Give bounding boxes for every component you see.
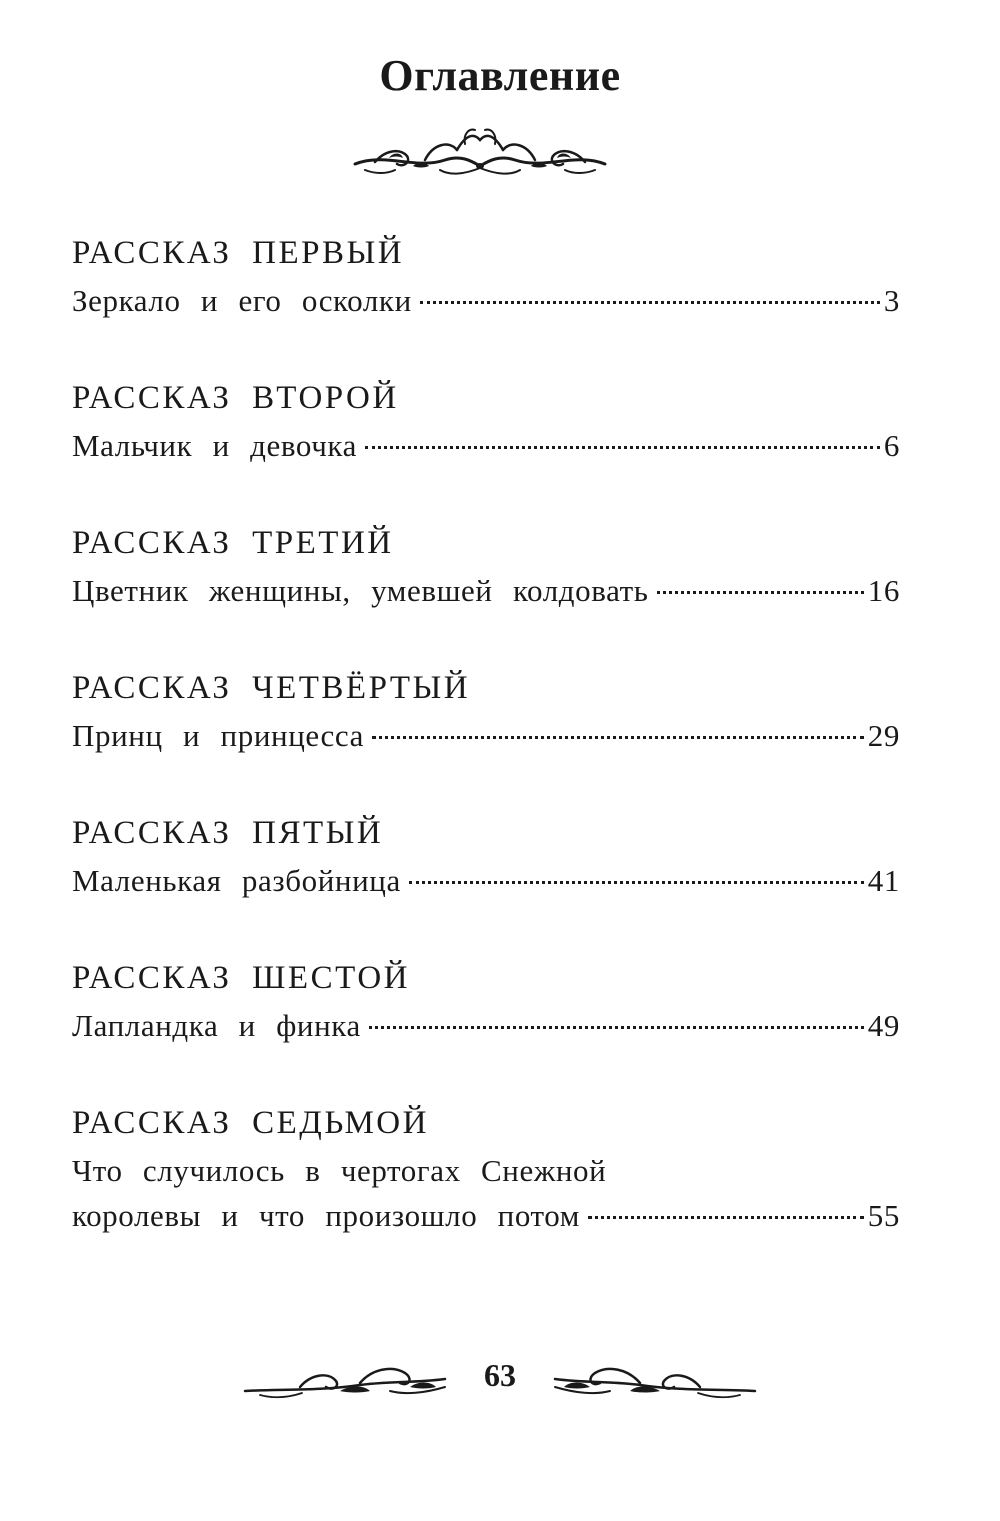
dot-leader bbox=[409, 881, 864, 884]
section-heading: РАССКАЗ ТРЕТИЙ bbox=[72, 525, 394, 561]
entry-title-line-2: королевы и что произошло потом bbox=[72, 1198, 581, 1233]
toc-entry[interactable] bbox=[72, 1148, 900, 1238]
entry-page-number: 29 bbox=[867, 718, 900, 753]
dot-leader bbox=[420, 301, 880, 304]
entry-page-number: 3 bbox=[883, 283, 900, 318]
entry-title: Зеркало и его осколки bbox=[72, 283, 412, 318]
toc-entry[interactable] bbox=[72, 423, 900, 468]
entry-title: Принц и принцесса bbox=[72, 718, 364, 753]
flourish-left-icon bbox=[240, 1355, 455, 1405]
toc-entry[interactable] bbox=[72, 278, 900, 323]
section-heading: РАССКАЗ ПЕРВЫЙ bbox=[72, 235, 405, 271]
toc-section bbox=[72, 373, 900, 518]
toc-section bbox=[72, 518, 900, 663]
entry-page-number: 6 bbox=[883, 428, 900, 463]
entry-title: Лапландка и финка bbox=[72, 1008, 361, 1043]
toc-section bbox=[72, 1098, 900, 1243]
table-of-contents bbox=[72, 228, 900, 1243]
dot-leader bbox=[369, 1026, 864, 1029]
toc-entry[interactable] bbox=[72, 568, 900, 613]
toc-section bbox=[72, 808, 900, 953]
page-number: 63 bbox=[484, 1357, 516, 1393]
toc-entry[interactable] bbox=[72, 713, 900, 758]
toc-entry[interactable] bbox=[72, 1003, 900, 1048]
entry-title: Цветник женщины, умевшей колдовать bbox=[72, 573, 649, 608]
entry-page-number: 16 bbox=[867, 573, 900, 608]
dot-leader bbox=[588, 1216, 864, 1219]
entry-page-number: 55 bbox=[867, 1198, 900, 1233]
section-heading: РАССКАЗ ШЕСТОЙ bbox=[72, 960, 410, 996]
dot-leader bbox=[657, 591, 864, 594]
page-title: Оглавление bbox=[379, 51, 621, 100]
toc-section bbox=[72, 228, 900, 373]
entry-title-line-1: Что случилось в чертогах Снежной bbox=[72, 1153, 607, 1188]
flourish-ornament-icon bbox=[345, 122, 615, 184]
section-heading: РАССКАЗ ЧЕТВЁРТЫЙ bbox=[72, 670, 471, 706]
toc-section bbox=[72, 953, 900, 1098]
entry-page-number: 49 bbox=[867, 1008, 900, 1043]
dot-leader bbox=[372, 736, 864, 739]
dot-leader bbox=[365, 446, 880, 449]
toc-section bbox=[72, 663, 900, 808]
page-footer bbox=[240, 1355, 760, 1405]
entry-title: Маленькая разбойница bbox=[72, 863, 401, 898]
section-heading: РАССКАЗ СЕДЬМОЙ bbox=[72, 1105, 429, 1141]
section-heading: РАССКАЗ ВТОРОЙ bbox=[72, 380, 399, 416]
flourish-right-icon bbox=[545, 1355, 760, 1405]
section-heading: РАССКАЗ ПЯТЫЙ bbox=[72, 815, 384, 851]
entry-title: Мальчик и девочка bbox=[72, 428, 357, 463]
toc-entry[interactable] bbox=[72, 858, 900, 903]
entry-page-number: 41 bbox=[867, 863, 900, 898]
